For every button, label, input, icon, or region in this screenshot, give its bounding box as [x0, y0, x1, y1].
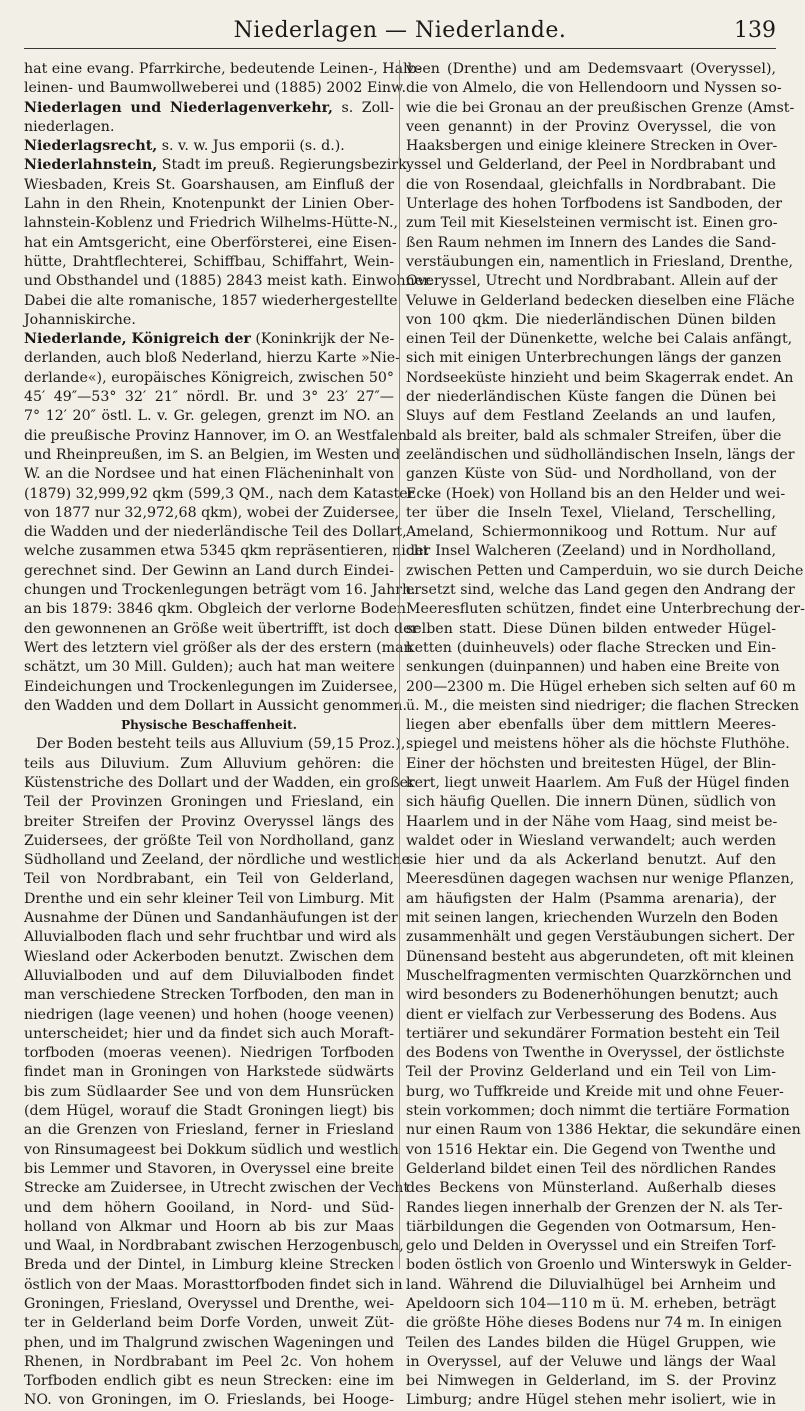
- line-text: verstäubungen ein, namentlich in Friesland, Drenthe,: [406, 253, 793, 270]
- text-line: [406, 118, 776, 137]
- line-text: Sluys auf dem Festland Zeelands an und laufen,: [406, 408, 776, 425]
- text-line: [24, 1025, 394, 1044]
- line-text: die preußische Provinz Hannover, im O. an Westfalen: [24, 427, 408, 444]
- line-text: der niederländischen Küste fangen die Dünen bei: [406, 389, 776, 406]
- left-column: [24, 60, 433, 1409]
- line-text: den Wadden und dem Dollart in Aussicht genommen.: [24, 697, 407, 714]
- text-line: [24, 234, 397, 253]
- line-text: Eindeichungen und Trockenlegungen im Zuidersee,: [24, 678, 398, 695]
- line-text: teils aus Diluvium. Zum Alluvium gehören: die: [24, 755, 394, 772]
- line-text: dient er vielfach zur Verbesserung des Bodens. Aus: [406, 1006, 777, 1023]
- text-line: [406, 253, 793, 272]
- text-line: [24, 697, 407, 716]
- line-text: von Rinsumageest bei Dokkum südlich und westlich: [24, 1141, 399, 1158]
- line-text: Teil der Provinz Gelderland und ein Teil von Lim-: [406, 1064, 776, 1081]
- text-line: [406, 851, 776, 870]
- text-line: [406, 581, 795, 600]
- line-text: nur einen Raum von 1386 Hektar, die sekundäre einen: [406, 1122, 801, 1139]
- line-text: den gewonnenen an Größe weit übertrifft, ist doch der: [24, 620, 419, 637]
- line-text: Veluwe in Gelderland bedecken dieselben eine Fläche: [406, 292, 795, 309]
- line-text: (dem Hügel, worauf die Stadt Groningen liegt) bis: [24, 1103, 394, 1120]
- text-line: [406, 1179, 776, 1198]
- line-text: niederlagen.: [24, 118, 115, 135]
- line-text: ersetzt sind, welche das Land gegen den Andrang der: [406, 582, 795, 599]
- line-text: tiärbildungen die Gegenden von Ootmarsum, Hen-: [406, 1218, 776, 1235]
- line-text: yssel und Gelderland, der Peel in Nordbrabant und: [406, 157, 776, 174]
- line-text: breiter Streifen der Provinz Overyssel längs des: [24, 813, 394, 830]
- line-text: wird besonders zu Bodenerhöhungen benutzt; auch: [406, 987, 779, 1004]
- line-text: (1879) 32,999,92 qkm (599,3 QM., nach dem Kataster: [24, 485, 415, 502]
- text-line: [406, 446, 795, 465]
- line-text: einen Teil der Dünenkette, welche bei Calais anfängt,: [406, 331, 793, 348]
- text-line: [24, 1237, 404, 1256]
- text-line: [406, 1256, 792, 1275]
- text-line: [406, 388, 776, 407]
- line-text: 7° 12′ 20″ östl. L. v. Gr. gelegen, grenzt im NO. an: [24, 408, 394, 425]
- text-line: [406, 1391, 776, 1410]
- line-text: Küstenstriche des Dollart und der Wadden, ein großer: [24, 774, 415, 791]
- line-text: wie die bei Gronau an der preußischen Grenze (Amst-: [406, 99, 795, 116]
- text-line: [406, 1372, 776, 1391]
- line-text: von 1516 Hektar ein. Die Gegend von Twenthe und: [406, 1141, 776, 1158]
- line-text: zeeländischen und südholländischen Inseln, längs der: [406, 446, 795, 463]
- line-text: und Obsthandel und (1885) 2843 meist kath. Einwohner.: [24, 273, 433, 290]
- text-line: [24, 581, 416, 600]
- text-line: [24, 388, 394, 407]
- text-line: [406, 1102, 790, 1121]
- line-text: veen (Drenthe) und am Dedemsvaart (Overyssel),: [406, 61, 776, 77]
- line-text: Meeresfluten schützen, findet eine Unterbrechung der-: [406, 601, 805, 618]
- text-line: [24, 1276, 403, 1295]
- line-text: Limburg; andre Hügel stehen mehr isoliert, wie in: [406, 1392, 776, 1409]
- text-line: [406, 485, 786, 504]
- text-line: [406, 948, 794, 967]
- line-text: Randes liegen innerhalb der Grenzen der N. als Ter-: [406, 1199, 783, 1216]
- line-text: Wiesland oder Ackerboden benutzt. Zwischen dem: [24, 948, 394, 965]
- line-text: holland von Alkmar und Hoorn ab bis zur Maas: [24, 1218, 394, 1235]
- text-line: [406, 542, 776, 561]
- line-text: liegen aber ebenfalls über dem mittlern Meeres-: [406, 717, 776, 734]
- line-text: der Insel Walcheren (Zeeland) und in Nordholland,: [406, 543, 776, 560]
- line-text: phen, und im Thalgrund zwischen Wageningen und: [24, 1334, 394, 1351]
- line-text: von 1877 nur 32,972,68 qkm), wobei der Zuidersee,: [24, 504, 400, 521]
- text-columns: [24, 60, 805, 1409]
- text-line: [406, 1141, 776, 1160]
- line-text: ter in Gelderland beim Dorfe Vorden, unweit Züt-: [24, 1315, 394, 1332]
- line-text: burg, wo Tuffkreide und Kreide mit und ohne Feuer-: [406, 1083, 784, 1100]
- page-number: 139: [734, 18, 776, 43]
- text-line: [24, 948, 394, 967]
- text-line: [406, 1199, 783, 1218]
- line-text: Groningen, Friesland, Overyssel und Drenthe, wei-: [24, 1296, 394, 1312]
- line-text: ter über die Inseln Texel, Vlieland, Terschelling,: [406, 504, 776, 521]
- text-line: [406, 1276, 776, 1295]
- text-line: [24, 272, 433, 291]
- text-line: [24, 176, 394, 195]
- text-line: [406, 562, 804, 581]
- text-line: [24, 1121, 394, 1140]
- text-line: [24, 986, 394, 1005]
- line-text: Johanniskirche.: [24, 311, 136, 328]
- text-line: [406, 234, 776, 253]
- text-line: [406, 1218, 776, 1237]
- text-line: [24, 928, 397, 947]
- text-line: [24, 485, 415, 504]
- text-line: [406, 678, 796, 697]
- line-text: an die Grenzen von Friesland, ferner in Friesland: [24, 1122, 394, 1139]
- line-text: gerechnet sind. Der Gewinn an Land durch Eindei-: [24, 562, 394, 579]
- line-text: von 100 qkm. Die niederländischen Dünen bilden: [406, 311, 776, 328]
- text-line: [406, 349, 782, 368]
- line-text: derlande«), europäisches Königreich, zwischen 50°: [24, 369, 394, 386]
- line-text: Wert des letztern viel größer als der des erstern (man: [24, 639, 413, 656]
- text-line: [24, 1006, 394, 1025]
- line-text: kert, liegt unweit Haarlem. Am Fuß der Hügel finden: [406, 774, 790, 791]
- line-text: Ecke (Hoek) von Holland bis an den Helder und wei-: [406, 485, 786, 502]
- entry-line: [24, 330, 394, 349]
- text-line: [24, 813, 394, 832]
- line-text: Overyssel, Utrecht und Nordbrabant. Allein auf der: [406, 273, 778, 290]
- text-line: [406, 735, 790, 754]
- line-text: Der Boden besteht teils aus Alluvium (59,15 Proz.),: [36, 736, 406, 753]
- text-line: [24, 349, 400, 368]
- line-text: mit seinen langen, kriechenden Wurzeln den Boden: [406, 910, 779, 927]
- line-text: Südholland und Zeeland, der nördliche und westliche: [24, 852, 410, 869]
- text-line: [24, 1372, 394, 1391]
- line-text: Haaksbergen und einige kleinere Strecken in Over-: [406, 138, 778, 155]
- line-text: boden östlich von Groenlo und Winterswyk in Gelder-: [406, 1257, 792, 1274]
- text-line: [406, 870, 795, 889]
- text-line: [24, 1063, 394, 1082]
- text-line: [24, 1334, 394, 1353]
- text-line: [24, 832, 394, 851]
- text-line: [406, 793, 776, 812]
- text-line: [406, 1314, 782, 1333]
- line-text: Alluvialboden und auf dem Diluvialboden findet: [24, 967, 394, 984]
- line-text: Breda und der Dintel, in Limburg kleine Strecken: [24, 1257, 394, 1274]
- line-text: die von Almelo, die von Hellendoorn und Nyssen so-: [406, 80, 782, 97]
- text-line: [406, 523, 776, 542]
- line-text: Physische Beschaffenheit.: [121, 718, 297, 733]
- line-text: Strecke am Zuidersee, in Utrecht zwischen der Vecht: [24, 1180, 410, 1197]
- text-line: [406, 909, 779, 928]
- line-text: Einer der höchsten und breitesten Hügel, der Blin-: [406, 755, 776, 772]
- text-line: [406, 986, 779, 1005]
- line-text: unterscheidet; hier und da findet sich auch Moraft-: [24, 1025, 394, 1042]
- text-line: [406, 156, 776, 175]
- line-text: 45′ 49″—53° 32′ 21″ nördl. Br. und 3° 23′ 27″—: [24, 389, 394, 406]
- line-text: bis zum Südlaarder See und von dem Hunsrücken: [24, 1083, 394, 1100]
- text-line: [406, 1160, 776, 1179]
- text-line: [24, 523, 407, 542]
- entry-line: [24, 156, 407, 175]
- line-text: selben statt. Diese Dünen bilden entweder Hügel-: [406, 620, 776, 637]
- text-line: [24, 504, 400, 523]
- text-line: [406, 292, 795, 311]
- line-text: Nordseeküste hinzieht und beim Skagerrak endet. An: [406, 369, 794, 386]
- text-line: [406, 465, 776, 484]
- text-line: [406, 407, 776, 426]
- line-text: 200—2300 m. Die Hügel erheben sich selten auf 60 m: [406, 678, 796, 695]
- line-text: die größte Höhe dieses Bodens nur 74 m. In einigen: [406, 1315, 782, 1332]
- text-line: [24, 774, 415, 793]
- line-text: ü. M., die meisten sind niedriger; die flachen Strecken: [406, 697, 799, 714]
- line-text: Haarlem und in der Nähe vom Haag, sind meist be-: [406, 813, 778, 830]
- line-text: schätzt, um 30 Mill. Gulden); auch hat man weitere: [24, 659, 395, 676]
- text-line: [24, 253, 394, 272]
- text-line: [24, 735, 406, 754]
- line-text: Meeresdünen dagegen wachsen nur wenige Pflanzen,: [406, 871, 795, 888]
- text-line: [24, 1102, 394, 1121]
- line-text: Teil der Provinzen Groningen und Friesland, ein: [24, 794, 394, 811]
- line-text: chungen und Trockenlegungen beträgt vom 16. Jahrh.: [24, 582, 416, 599]
- text-line: [406, 1295, 776, 1314]
- line-text: hat eine evang. Pfarrkirche, bedeutende Leinen-, Halb-: [24, 61, 422, 77]
- line-text: des Beckens von Münsterland. Außerhalb dieses: [406, 1180, 776, 1197]
- line-text: und Waal, in Nordbrabant zwischen Herzogenbusch,: [24, 1238, 404, 1255]
- text-line: [24, 1044, 394, 1063]
- line-text: sich mit einigen Unterbrechungen längs der ganzen: [406, 350, 782, 367]
- text-line: [24, 658, 394, 677]
- line-text: hat ein Amtsgericht, eine Oberförsterei, eine Eisen-: [24, 234, 397, 251]
- line-text: senkungen (duinpannen) und haben eine Breite von: [406, 659, 780, 676]
- text-line: [24, 465, 394, 484]
- line-text: zum Teil mit Kieselsteinen vermischt ist. Einen gro-: [406, 215, 778, 232]
- text-line: [24, 1083, 394, 1102]
- entry-headword: Niederlagen und Niederlagenverkehr,: [24, 99, 333, 116]
- text-line: [24, 1160, 394, 1179]
- text-line: [406, 600, 805, 619]
- line-text: des Bodens von Twenthe in Overyssel, der östlichste: [406, 1045, 785, 1062]
- right-column: [406, 60, 805, 1409]
- entry-line: [24, 99, 394, 118]
- entry-headword: Niederlahnstein,: [24, 157, 158, 174]
- line-text: s. Zoll-: [332, 99, 394, 116]
- line-text: an bis 1879: 3846 qkm. Obgleich der verlorne Boden: [24, 601, 406, 618]
- text-line: [406, 928, 795, 947]
- line-text: bis Lemmer und Stavoren, in Overyssel eine breite: [24, 1160, 394, 1177]
- text-line: [24, 851, 410, 870]
- line-text: ketten (duinheuvels) oder flache Strecken und Ein-: [406, 639, 776, 656]
- line-text: waldet oder in Wiesland verwandelt; auch werden: [406, 832, 776, 849]
- text-line: [24, 890, 394, 909]
- line-text: Ausnahme der Dünen und Sandanhäufungen ist der: [24, 910, 398, 927]
- text-line: [24, 620, 419, 639]
- line-text: Unterlage des hohen Torfbodens ist Sandboden, der: [406, 196, 782, 213]
- text-line: [24, 909, 398, 928]
- line-text: am häufigsten der Halm (Psamma arenaria), der: [406, 890, 776, 907]
- text-line: [24, 1295, 394, 1314]
- line-text: die von Rosendaal, gleichfalls in Nordbrabant. Die: [406, 176, 776, 193]
- text-line: [406, 620, 776, 639]
- line-text: gelo und Delden in Overyssel und ein Streifen Torf-: [406, 1238, 776, 1255]
- line-text: veen genannt) in der Provinz Overyssel, die von: [406, 118, 776, 135]
- line-text: die Wadden und der niederländische Teil des Dollart,: [24, 524, 407, 541]
- text-line: [406, 813, 776, 832]
- text-line: [406, 755, 776, 774]
- line-text: sich häufig Quellen. Die innern Dünen, südlich von: [406, 794, 776, 811]
- line-text: tertiärer und sekundärer Formation besteht ein Teil: [406, 1025, 780, 1042]
- text-line: [24, 369, 394, 388]
- text-line: [406, 195, 782, 214]
- text-line: [24, 600, 406, 619]
- text-line: [406, 1083, 784, 1102]
- text-line: [406, 1334, 776, 1353]
- text-line: [24, 1218, 394, 1237]
- text-line: [24, 1256, 394, 1275]
- text-line: [406, 60, 776, 79]
- line-text: Stadt im preuß. Regierungsbezirk: [157, 157, 407, 174]
- line-text: Teilen des Landes bilden die Hügel Gruppen, wie: [406, 1334, 776, 1351]
- line-text: Alluvialboden flach und sehr fruchtbar und wird als: [24, 929, 397, 946]
- text-line: [406, 79, 782, 98]
- text-line: [24, 407, 394, 426]
- line-text: sie hier und da als Ackerland benutzt. Auf den: [406, 852, 776, 869]
- line-text: findet man in Groningen von Harkstede südwärts: [24, 1064, 394, 1081]
- text-line: [406, 1025, 780, 1044]
- line-text: zusammenhält und gegen Verstäubungen sichert. Der: [406, 929, 795, 946]
- line-text: Rhenen, in Nordbrabant im Peel 2c. Von hohem: [24, 1353, 394, 1370]
- text-line: [406, 214, 776, 233]
- text-line: [24, 1314, 394, 1333]
- text-line: [24, 1353, 394, 1372]
- line-text: Drenthe und ein sehr kleiner Teil von Limburg. Mit: [24, 890, 394, 907]
- text-line: [406, 1044, 785, 1063]
- text-line: [406, 330, 793, 349]
- line-text: torfboden (moeras veenen). Niedrigen Torfboden: [24, 1045, 394, 1062]
- line-text: lahnstein-Koblenz und Friedrich Wilhelms-Hütte-N.,: [24, 215, 399, 232]
- line-text: bald als breiter, bald als schmaler Streifen, über die: [406, 427, 782, 444]
- text-line: [24, 427, 408, 446]
- line-text: leinen- und Baumwollweberei und (1885) 2002 Einw.: [24, 80, 406, 97]
- line-text: welche zusammen etwa 5345 qkm repräsentieren, nicht: [24, 543, 429, 560]
- line-text: spiegel und meistens höher als die höchste Fluthöhe.: [406, 736, 790, 753]
- text-line: [406, 1353, 776, 1372]
- text-line: [24, 1179, 410, 1198]
- line-text: in Overyssel, auf der Veluwe und längs der Waal: [406, 1353, 776, 1370]
- text-line: [406, 774, 790, 793]
- line-text: land. Während die Diluvialhügel bei Arnheim und: [406, 1276, 776, 1293]
- line-text: Lahn in den Rhein, Knotenpunkt der Linien Ober-: [24, 196, 394, 213]
- text-line: [406, 176, 776, 195]
- text-line: [406, 1121, 801, 1140]
- running-head: [24, 14, 776, 49]
- line-text: Zuidersees, der größte Teil von Nordholland, ganz: [24, 832, 394, 849]
- line-text: Wiesbaden, Kreis St. Goarshausen, am Einfluß der: [24, 176, 394, 193]
- text-line: [406, 137, 776, 156]
- line-text: Dünensand besteht aus abgerundeten, oft mit kleinen: [406, 948, 794, 965]
- line-text: s. v. w. Jus emporii (s. d.).: [157, 138, 345, 155]
- text-line: [406, 369, 794, 388]
- line-text: Muschelfragmenten vermischten Quarzkörnchen und: [406, 967, 792, 984]
- line-text: Torfboden endlich gibt es neun Strecken: eine im: [24, 1373, 394, 1390]
- line-text: ganzen Küste von Süd- und Nordholland, von der: [406, 466, 776, 483]
- page-title: Niederlagen — Niederlande.: [233, 18, 567, 43]
- text-line: [24, 292, 398, 311]
- text-line: [24, 967, 394, 986]
- line-text: (Koninkrijk der Ne-: [250, 331, 395, 348]
- column-divider: [399, 60, 400, 1269]
- text-line: [24, 214, 399, 233]
- text-line: [406, 890, 776, 909]
- line-text: stein vorkommen; doch nimmt die tertiäre Formation: [406, 1103, 790, 1120]
- section-heading: [24, 716, 394, 735]
- text-line: [406, 99, 795, 118]
- text-line: [24, 870, 394, 889]
- text-line: [406, 716, 776, 735]
- text-line: [24, 1391, 394, 1410]
- text-line: [24, 793, 394, 812]
- text-line: [406, 832, 776, 851]
- text-line: [24, 1141, 399, 1160]
- text-line: [406, 504, 776, 523]
- text-line: [406, 1063, 776, 1082]
- entry-line: [24, 137, 394, 156]
- text-line: [24, 562, 394, 581]
- text-line: [24, 639, 413, 658]
- line-text: Ameland, Schiermonnikoog und Rottum. Nur auf: [406, 524, 776, 541]
- text-line: [406, 1006, 776, 1025]
- text-line: [24, 79, 406, 98]
- line-text: Dabei die alte romanische, 1857 wiederhergestellte: [24, 292, 398, 309]
- line-text: ßen Raum nehmen im Innern des Landes die Sand-: [406, 234, 776, 251]
- line-text: Gelderland bildet einen Teil des nördlichen Randes: [406, 1160, 776, 1177]
- text-line: [406, 658, 780, 677]
- line-text: bei Nimwegen in Gelderland, im S. der Provinz: [406, 1373, 776, 1390]
- line-text: Apeldoorn sich 104—110 m ü. M. erheben, beträgt: [406, 1296, 776, 1312]
- line-text: derlanden, auch bloß Nederland, hierzu Karte »Nie-: [24, 350, 400, 367]
- text-line: [406, 967, 792, 986]
- text-line: [406, 697, 799, 716]
- text-line: [24, 755, 394, 774]
- text-line: [406, 639, 776, 658]
- text-line: [406, 427, 782, 446]
- line-text: Teil von Nordbrabant, ein Teil von Gelderland,: [24, 871, 394, 888]
- text-line: [24, 542, 429, 561]
- text-line: [24, 1199, 394, 1218]
- text-line: [406, 311, 776, 330]
- line-text: man verschiedene Strecken Torfboden, den man in: [24, 987, 394, 1004]
- line-text: zwischen Petten und Camperduin, wo sie durch Deiche: [406, 562, 804, 579]
- text-line: [24, 195, 394, 214]
- line-text: W. an die Nordsee und hat einen Flächeninhalt von: [24, 466, 394, 483]
- line-text: östlich von der Maas. Morasttorfboden findet sich in: [24, 1276, 403, 1293]
- text-line: [24, 446, 401, 465]
- line-text: NO. von Groningen, im O. Frieslands, bei Hooge-: [24, 1392, 394, 1409]
- line-text: hütte, Drahtflechterei, Schiffbau, Schiffahrt, Wein-: [24, 253, 394, 270]
- line-text: und Rheinpreußen, im S. an Belgien, im Westen und: [24, 446, 401, 463]
- text-line: [406, 272, 776, 291]
- entry-headword: Niederlagsrecht,: [24, 138, 158, 155]
- text-line: [24, 678, 398, 697]
- entry-headword: Niederlande, Königreich der: [24, 331, 251, 348]
- text-line: [24, 311, 394, 330]
- text-line: [24, 60, 422, 79]
- line-text: und dem höhern Gooiland, in Nord- und Süd-: [24, 1199, 394, 1216]
- text-line: [24, 118, 394, 137]
- text-line: [406, 1237, 776, 1256]
- line-text: niedrigen (lage veenen) und hohen (hooge veenen): [24, 1006, 394, 1023]
